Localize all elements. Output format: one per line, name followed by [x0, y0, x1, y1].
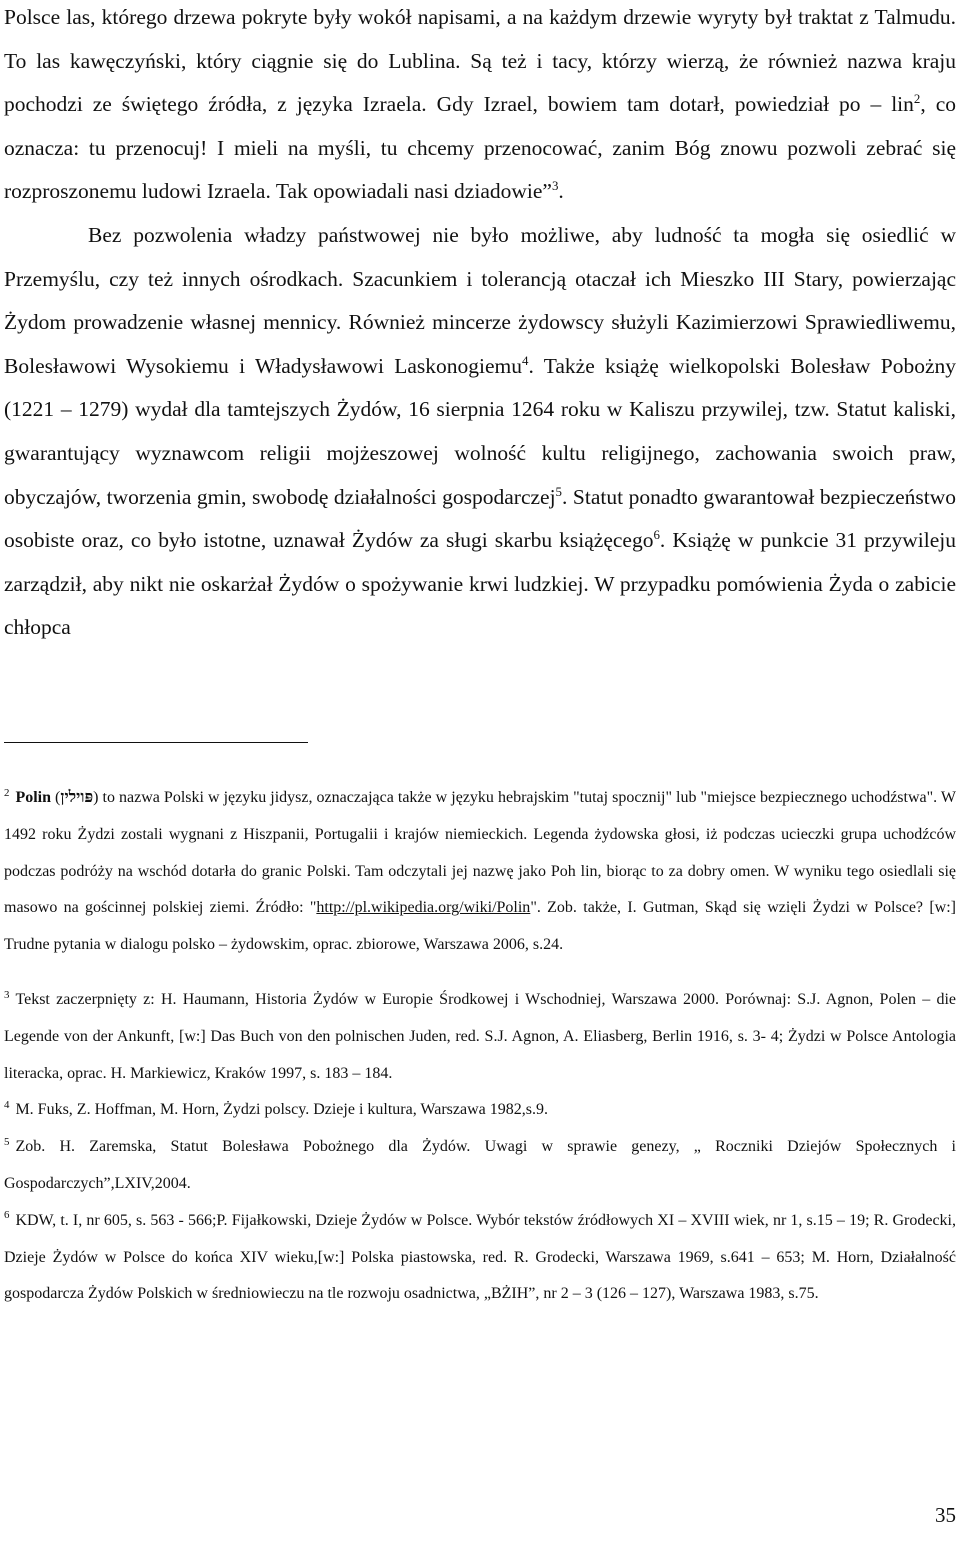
text-run: Zob. H. Zaremska, Statut Bolesława Pobożnego dla Żydów. Uwagi w sprawie genezy, „ Roczniki Dziejów Społecznych i Gospodarczych”,LXIV,2004.: [4, 1138, 956, 1192]
footnote-reference: 3: [551, 179, 559, 194]
body-paragraph: [4, 0, 956, 214]
text-run: ) to nazwa Polski w języku jidysz, oznaczająca także w języku hebrajskim "tutaj spocznij" lub "miejsce bezpiecznego uchodźstwa". W 1492 roku Żydzi zostali wygnani z Hiszpanii, Portugalii i krajów niemieckich. Legenda żydowska głosi, iż podczas ucieczki grupa uchodźców podczas podróży na wschód dotarła do granic Polski. Tam odczytali jej nazwę jako Poh lin, biorąc to za dobry omen. W wyniku tego osiedlali się masowo na gościnnej polskiej ziemi. Źródło: ": [4, 789, 957, 917]
main-text: [4, 0, 956, 650]
body-paragraph: [4, 214, 956, 650]
footnote-reference: 4: [522, 353, 529, 368]
text-run: KDW, t. I, nr 605, s. 563 - 566;P. Fijałkowski, Dzieje Żydów w Polsce. Wybór tekstów źródłowych XI – XVIII wiek, nr 1, s.15 – 19; R. Grodecki, Dzieje Żydów w Polsce do końca XIV wieku,[w:] Polska piastowska, red. R. Grodecki, Warszawa 1969, s.641 – 653; M. Horn, Działalność gospodarcza Żydów Polskich w średniowieczu na tle rozwoju osadnictwa, „BŻIH”, nr 2 – 3 (126 – 127), Warszawa 1983, s.75.: [4, 1211, 956, 1303]
footnote-reference: 2: [913, 92, 921, 107]
footnote-number: 3: [4, 988, 10, 1001]
footnote-number: 5: [4, 1135, 10, 1148]
text-run: . Statut ponadto gwarantował bezpieczeństwo osobiste oraz, co było istotne, uznawał Żydów za sługi skarbu książęcego: [4, 484, 956, 553]
footnote: [4, 1203, 956, 1313]
footnote: [4, 780, 956, 964]
bold-text: פּוילין: [60, 789, 94, 806]
text-run: Polsce las, którego drzewa pokryte były wokół napisami, a na każdym drzewie wyryty był traktat z Talmudu. To las kawęczyński, który ciągnie się do Lublina. Są też i tacy, którzy wierzą, że również nazwa kraju pochodzi ze świętego źródła, z języka Izraela. Gdy Izrael, bowiem tam dotarł, powiedział po – lin: [4, 5, 956, 117]
footnote: [4, 1092, 956, 1129]
text-run: , co oznacza: tu przenocuj! I mieli na myśli, tu chcemy przenocować, zanim Bóg znowu pozwoli zebrać się rozproszonemu ludowi Izraela. Tak opowiadali nasi dziadowie”: [4, 92, 956, 204]
text-run: Bez pozwolenia władzy państwowej nie było możliwe, aby ludność ta mogła się osiedlić w Przemyślu, czy też innych ośrodkach. Szacunkiem i tolerancją otaczał ich Mieszko III Stary, powierzając Żydom prowadzenie własnej mennicy. Również mincerze żydowscy służyli Kazimierzowi Sprawiedliwemu, Bolesławowi Wysokiemu i Władysławowi Laskonogiemu: [4, 222, 956, 378]
text-run: . Książę w punkcie 31 przywileju zarządził, aby nikt nie oskarżał Żydów o spożywanie krwi ludzkiej. W przypadku pomówienia Żyda o zabicie chłopca: [4, 528, 956, 640]
page-number: 35: [935, 1503, 956, 1527]
footnote-number: 2: [4, 786, 10, 799]
footnotes-section: [4, 780, 956, 1313]
text-run: Tekst zaczerpnięty z: H. Haumann, Historia Żydów w Europie Środkowej i Wschodniej, Warszawa 2000. Porównaj: S.J. Agnon, Polen – die Legende von der Ankunft, [w:] Das Buch von den polnischen Juden, red. S.J. Agnon, A. Eliasberg, Berlin 1916, s. 3- 4; Żydzi w Polsce Antologia literacka, oprac. H. Markiewicz, Kraków 1997, s. 183 – 184.: [4, 990, 956, 1082]
source-link[interactable]: http://pl.wikipedia.org/wiki/Polin: [316, 899, 531, 917]
text-run: M. Fuks, Z. Hoffman, M. Horn, Żydzi polscy. Dzieje i kultura, Warszawa 1982,s.9.: [15, 1101, 548, 1119]
footnote-number: 4: [4, 1099, 10, 1112]
footnote: [4, 982, 956, 1092]
text-run: (: [51, 789, 61, 806]
footnote-separator: [4, 742, 308, 743]
text-run: .: [558, 179, 564, 204]
footnote-reference: 6: [653, 527, 660, 542]
bold-text: Polin: [15, 789, 51, 806]
footnote-reference: 5: [555, 484, 562, 499]
text-run: ". Zob. także, I. Gutman, Skąd się wzięli Żydzi w Polsce? [w:] Trudne pytania w dialogu polsko – żydowskim, oprac. zbiorowe, Warszawa 2006, s.24.: [4, 899, 956, 954]
footnote: [4, 1129, 956, 1203]
footnote-number: 6: [4, 1209, 10, 1222]
text-run: . Także książę wielkopolski Bolesław Pobożny (1221 – 1279) wydał dla tamtejszych Żydów, 16 sierpnia 1264 roku w Kaliszu przywilej, tzw. Statut kaliski, gwarantujący wyznawcom religii mojżeszowej wolność kultu religijnego, zachowania swoich praw, obyczajów, tworzenia gmin, swobodę działalności gospodarczej: [4, 353, 957, 509]
